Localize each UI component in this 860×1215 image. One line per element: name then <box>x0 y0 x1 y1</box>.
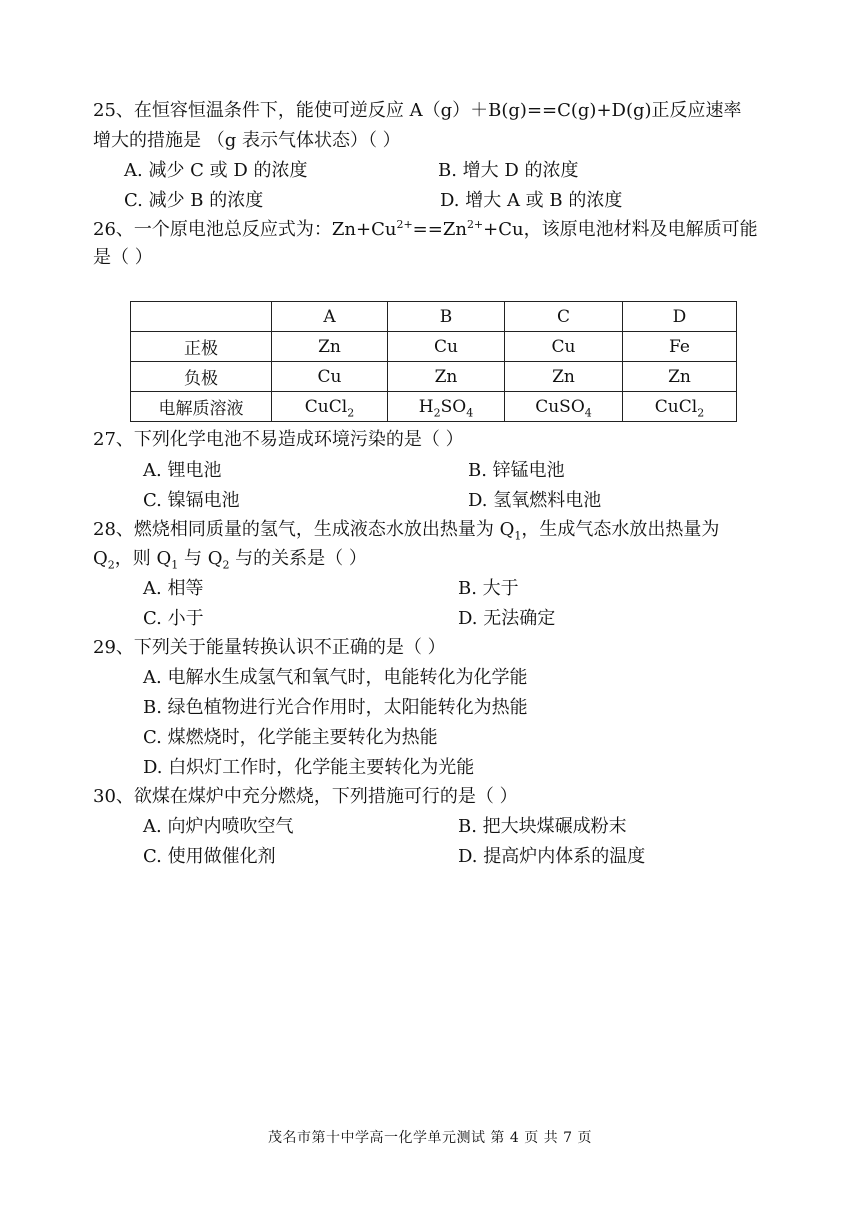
table-row-negative <box>131 362 737 392</box>
q27-option-b: B. 锌锰电池 <box>468 460 565 481</box>
q30-option-b: B. 把大块煤碾成粉末 <box>458 816 627 837</box>
table-header-cell: A <box>272 302 388 332</box>
q30-option-c: C. 使用做催化剂 <box>143 846 276 867</box>
table-cell: Zn <box>623 362 737 392</box>
table-header-cell: B <box>388 302 505 332</box>
q27-option-c: C. 镍镉电池 <box>143 490 240 511</box>
table-header-cell <box>131 302 272 332</box>
table-cell: CuSO$_4$ <box>505 392 623 422</box>
q30-option-a: A. 向炉内喷吹空气 <box>143 816 294 837</box>
q27-option-a: A. 锂电池 <box>143 460 222 481</box>
q25-option-b: B. 增大 D 的浓度 <box>438 160 579 181</box>
q29-option-b: B. 绿色植物进行光合作用时，太阳能转化为热能 <box>143 697 528 718</box>
table-row-positive <box>131 332 737 362</box>
row-label-electrolyte: 电解质溶液 <box>131 392 272 422</box>
table-cell: CuCl$_2$ <box>272 392 388 422</box>
table-cell: CuCl$_2$ <box>623 392 737 422</box>
q28-option-a: A. 相等 <box>143 578 204 599</box>
row-label-negative: 负极 <box>131 362 272 392</box>
table-cell: Cu <box>272 362 388 392</box>
q25-stem-line2: 增大的措施是 （g 表示气体状态）（ ） <box>93 130 401 151</box>
q30-option-d: D. 提高炉内体系的温度 <box>458 846 646 867</box>
row-label-positive: 正极 <box>131 332 272 362</box>
table-cell: Zn <box>505 362 623 392</box>
table-cell: Zn <box>272 332 388 362</box>
q25-stem-line1: 25、在恒容恒温条件下，能使可逆反应 A（g）＋B(g)==C(g)+D(g)正反应速率 <box>93 100 742 121</box>
q30-stem: 30、欲煤在煤炉中充分燃烧，下列措施可行的是（ ） <box>93 786 518 807</box>
q28-stem-line1: 28、燃烧相同质量的氢气，生成液态水放出热量为 $Q_1$，生成气态水放出热量为 <box>93 519 720 543</box>
table-cell: Cu <box>505 332 623 362</box>
q29-option-d: D. 白炽灯工作时，化学能主要转化为光能 <box>143 757 475 778</box>
q28-option-c: C. 小于 <box>143 608 204 629</box>
q29-option-c: C. 煤燃烧时，化学能主要转化为热能 <box>143 727 438 748</box>
q25-option-d: D. 增大 A 或 B 的浓度 <box>440 190 623 211</box>
table-cell: Fe <box>623 332 737 362</box>
q28-stem-line2: $Q_2$，则 $Q_1$ 与 $Q_2$ 与的关系是（ ） <box>93 548 367 572</box>
q28-option-d: D. 无法确定 <box>458 608 556 629</box>
table-row-electrolyte <box>131 392 737 422</box>
q29-option-a: A. 电解水生成氢气和氧气时，电能转化为化学能 <box>143 667 528 688</box>
page-footer: 茂名市第十中学高一化学单元测试 第 4 页 共 7 页 <box>267 1130 592 1146</box>
q25-option-a: A. 减少 C 或 D 的浓度 <box>124 160 308 181</box>
table-header-cell: D <box>623 302 737 332</box>
table-cell: $H_2SO_4$ <box>388 392 505 422</box>
q26-stem-line1: 26、一个原电池总反应式为：$Zn+Cu^{2+}==Zn^{2+}+Cu$，该原电池材料及电解质可能 <box>93 218 758 240</box>
q27-option-d: D. 氢氧燃料电池 <box>468 490 602 511</box>
table-header-row <box>131 302 737 332</box>
q25-option-c: C. 减少 B 的浓度 <box>124 190 264 211</box>
table-cell: Cu <box>388 332 505 362</box>
q28-option-b: B. 大于 <box>458 578 519 599</box>
table-header-cell: C <box>505 302 623 332</box>
q27-stem: 27、下列化学电池不易造成环境污染的是（ ） <box>93 429 464 450</box>
q29-stem: 29、下列关于能量转换认识不正确的是（ ） <box>93 637 446 658</box>
q26-stem-line2: 是（ ） <box>93 247 153 268</box>
table-cell: Zn <box>388 362 505 392</box>
battery-options-table <box>130 301 737 422</box>
